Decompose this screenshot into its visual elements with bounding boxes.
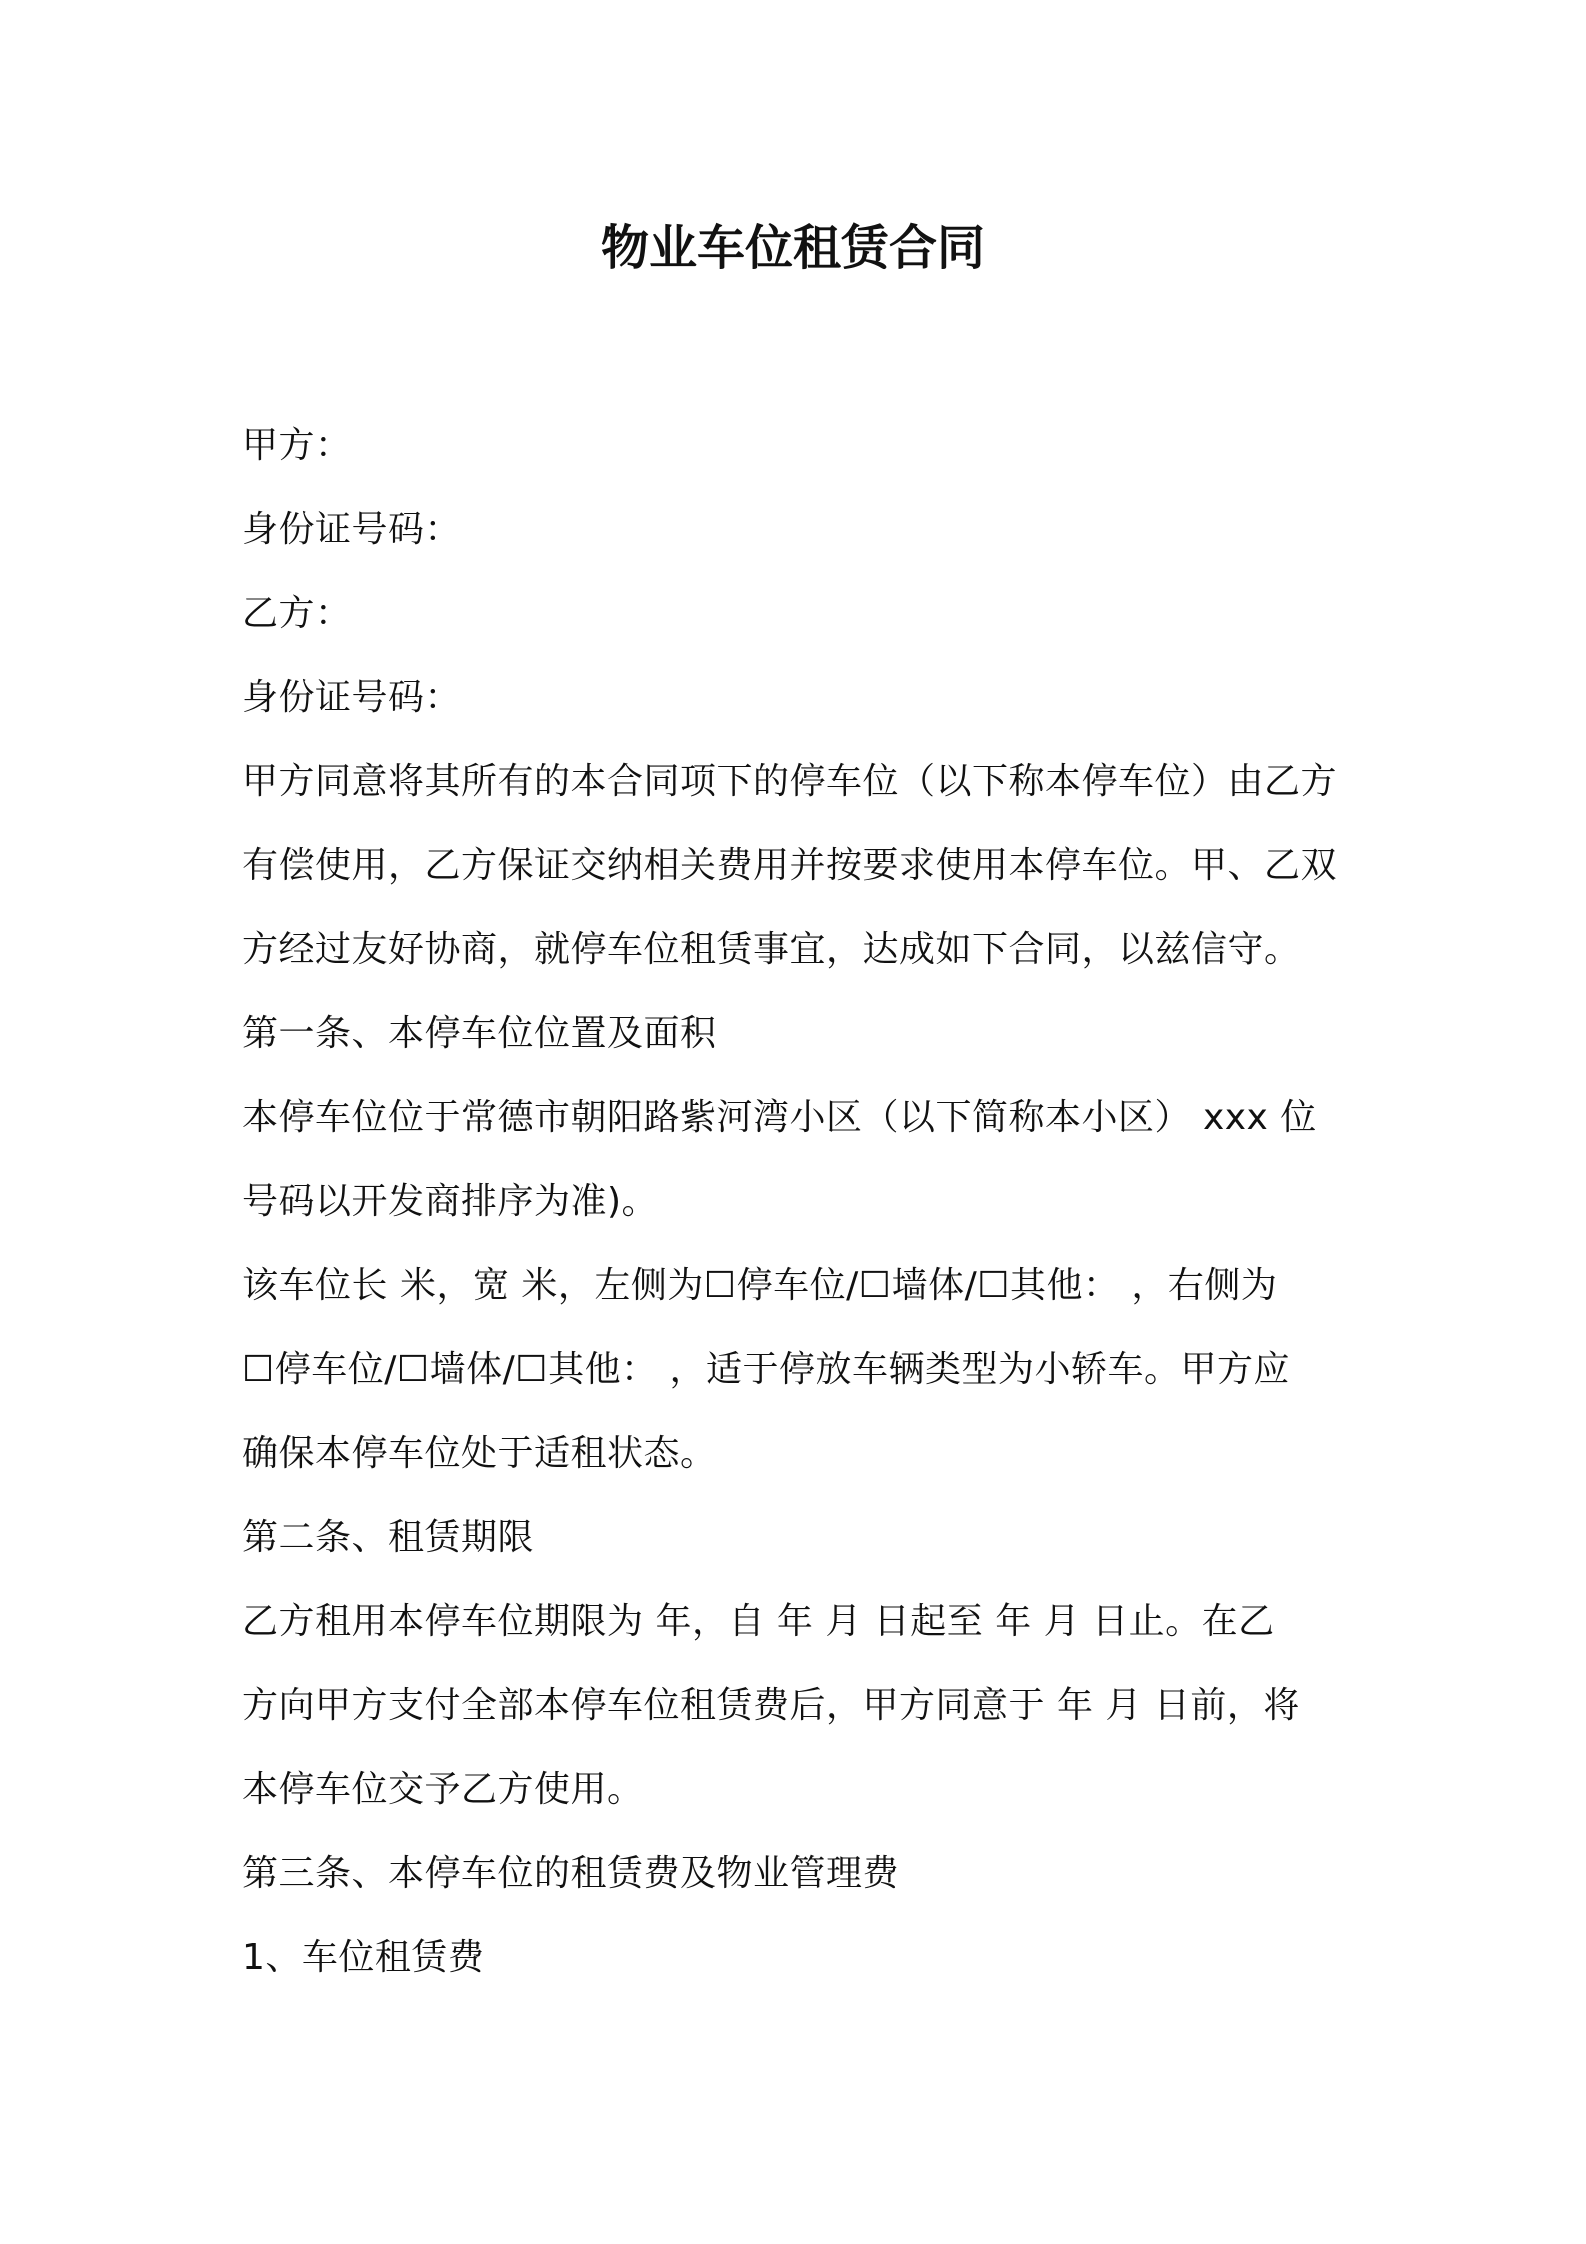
- article-1-line-2: 号码以开发商排序为准)。: [242, 1181, 659, 1222]
- party-a-id-line: 身份证号码：: [242, 509, 462, 550]
- article-3-heading: 第三条、本停车位的租赁费及物业管理费: [242, 1853, 900, 1894]
- party-b-id-line: 身份证号码：: [242, 677, 462, 718]
- article-1-line-1: 本停车位位于常德市朝阳路紫河湾小区（以下简称本小区） xxx 位: [242, 1097, 1317, 1138]
- party-b-line: 乙方：: [242, 593, 352, 634]
- article-2-line-3: 本停车位交予乙方使用。: [242, 1769, 644, 1810]
- party-a-line: 甲方：: [242, 425, 352, 466]
- document-title: 物业车位租赁合同: [600, 220, 985, 276]
- article-3-item-1: 1、车位租赁费: [242, 1937, 485, 1978]
- article-1-line-4: ☐停车位/☐墙体/☐其他： ，适于停放车辆类型为小轿车。甲方应: [242, 1349, 1291, 1390]
- preamble-line-3: 方经过友好协商，就停车位租赁事宜，达成如下合同，以兹信守。: [242, 929, 1301, 970]
- preamble-line-1: 甲方同意将其所有的本合同项下的停车位（以下称本停车位）由乙方: [242, 761, 1338, 802]
- article-1-line-3: 该车位长 米，宽 米，左侧为☐停车位/☐墙体/☐其他： ，右侧为: [242, 1265, 1278, 1306]
- preamble-line-2: 有偿使用，乙方保证交纳相关费用并按要求使用本停车位。甲、乙双: [242, 845, 1338, 886]
- article-1-heading: 第一条、本停车位位置及面积: [242, 1013, 717, 1054]
- article-2-heading: 第二条、租赁期限: [242, 1517, 535, 1558]
- document-body: [242, 404, 1352, 2000]
- article-2-line-2: 方向甲方支付全部本停车位租赁费后，甲方同意于 年 月 日前，将: [242, 1685, 1300, 1726]
- article-2-line-1: 乙方租用本停车位期限为 年，自 年 月 日起至 年 月 日止。在乙: [242, 1601, 1275, 1642]
- article-1-line-5: 确保本停车位处于适租状态。: [242, 1433, 717, 1474]
